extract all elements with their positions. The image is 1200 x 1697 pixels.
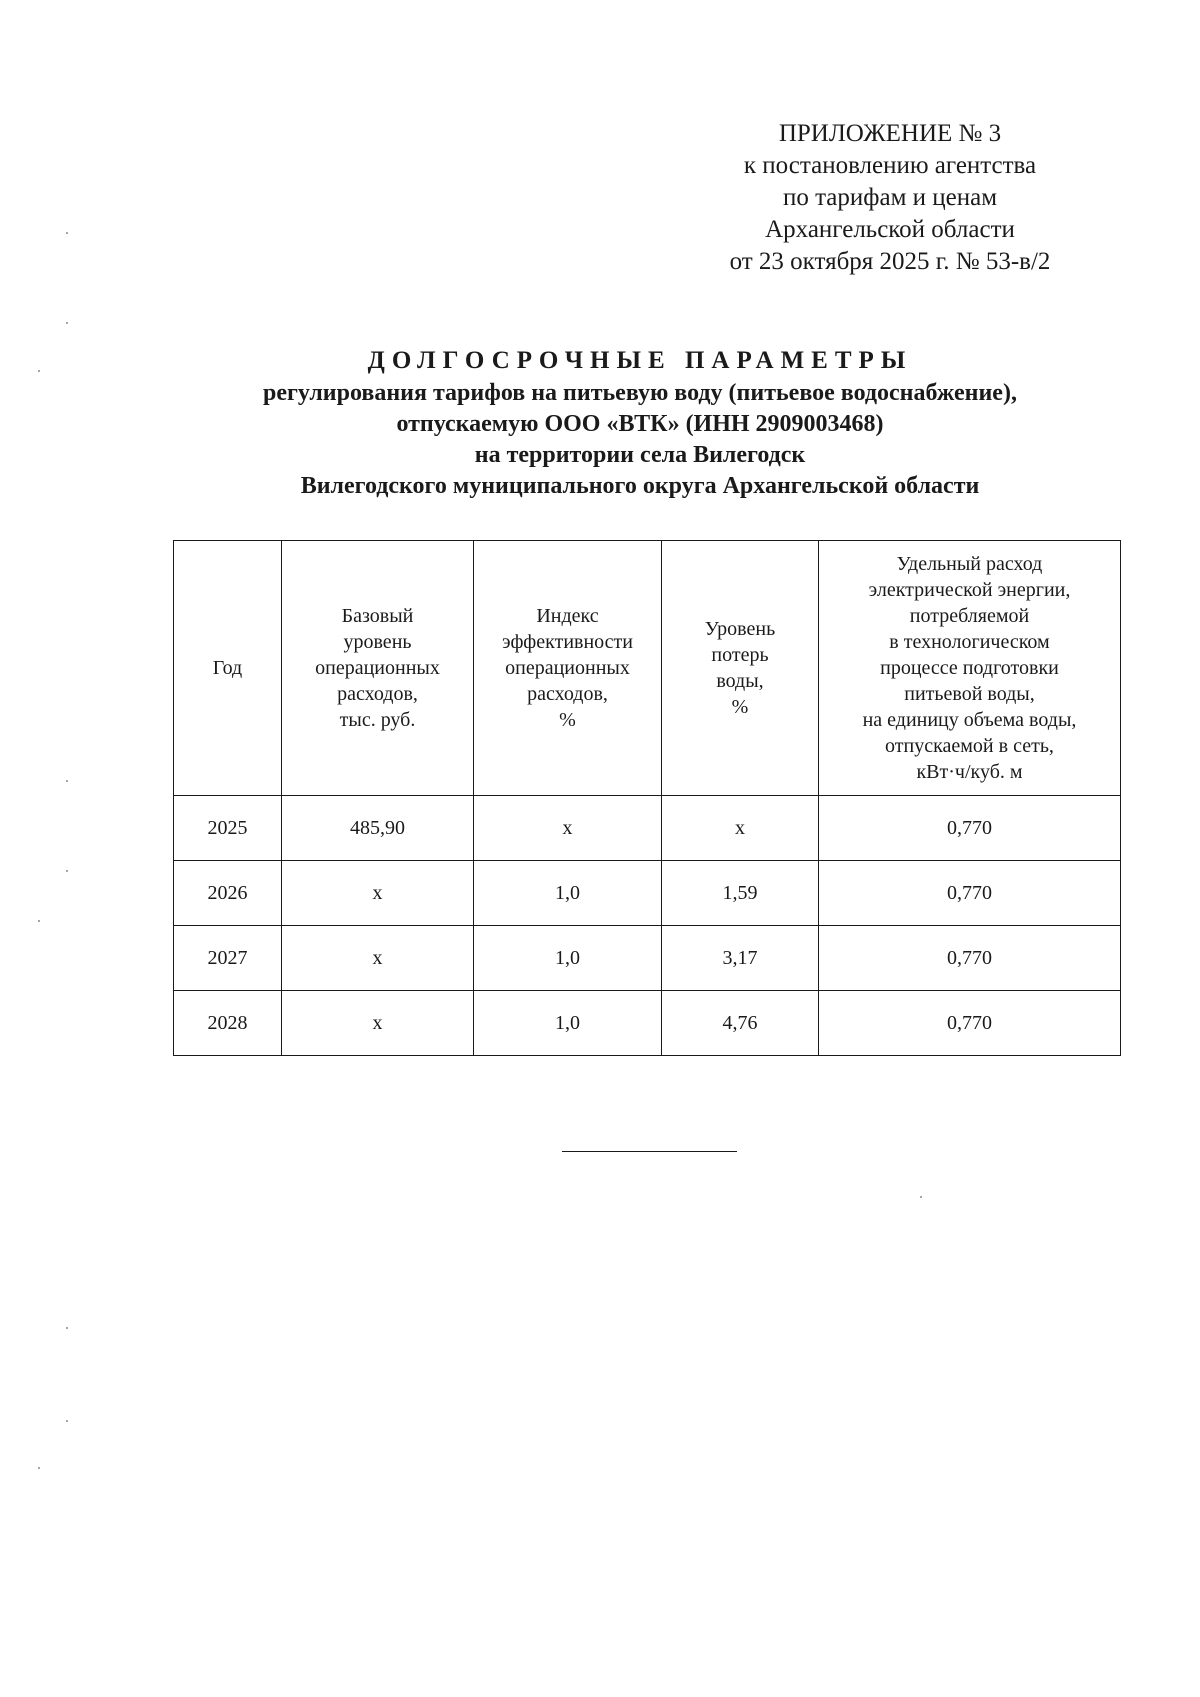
scan-speck <box>920 1196 922 1198</box>
header-water-losses <box>662 541 819 796</box>
cell-water-losses: х <box>662 796 819 861</box>
annex-block <box>690 118 1090 278</box>
title-line-3: на территории села Вилегодск <box>474 442 806 468</box>
scan-speck <box>38 920 40 922</box>
cell-energy-consumption: 0,770 <box>819 991 1121 1056</box>
header-efficiency-index <box>474 541 662 796</box>
header-line: потребляемой <box>909 605 1030 627</box>
cell-energy-consumption: 0,770 <box>819 861 1121 926</box>
cell-water-losses: 4,76 <box>662 991 819 1056</box>
table-header-row <box>174 541 1121 796</box>
annex-date: от 23 октября 2025 г. № 53-в/2 <box>729 248 1051 275</box>
cell-base-opex: х <box>282 861 474 926</box>
header-line: эффективности <box>501 631 633 653</box>
scan-speck <box>66 322 68 324</box>
annex-agency: по тарифам и ценам <box>782 184 998 211</box>
header-line: расходов, <box>527 683 608 705</box>
header-line: потерь <box>711 644 769 666</box>
table-row <box>174 861 1121 926</box>
header-line: тыс. руб. <box>339 709 416 731</box>
cell-energy-consumption: 0,770 <box>819 796 1121 861</box>
cell-efficiency-index: 1,0 <box>474 991 662 1056</box>
header-line: электрической энергии, <box>868 579 1071 601</box>
header-energy-consumption <box>819 541 1121 796</box>
table-row <box>174 926 1121 991</box>
cell-year: 2026 <box>174 861 282 926</box>
cell-efficiency-index: х <box>474 796 662 861</box>
annex-reference: к постановлению агентства <box>743 152 1037 179</box>
header-base-opex <box>282 541 474 796</box>
cell-energy-consumption: 0,770 <box>819 926 1121 991</box>
header-line: % <box>559 709 576 731</box>
title-line-2: отпускаемую ООО «ВТК» (ИНН 2909003468) <box>396 411 884 437</box>
scan-speck <box>66 870 68 872</box>
header-line: воды, <box>716 670 764 692</box>
cell-year: 2027 <box>174 926 282 991</box>
title-heading: ДОЛГОСРОЧНЫЕ ПАРАМЕТРЫ <box>367 347 913 374</box>
title-line-1: регулирования тарифов на питьевую воду (питьевое водоснабжение), <box>263 380 1017 406</box>
header-line: Год <box>212 657 243 679</box>
header-line: Уровень <box>704 618 776 640</box>
scan-speck <box>66 780 68 782</box>
scan-speck <box>66 1420 68 1422</box>
title-line-4: Вилегодского муниципального округа Архангельской области <box>300 473 980 499</box>
header-line: кВт·ч/куб. м <box>916 761 1023 783</box>
cell-efficiency-index: 1,0 <box>474 926 662 991</box>
header-line: % <box>731 696 749 718</box>
annex-number: ПРИЛОЖЕНИЕ № 3 <box>778 120 1002 147</box>
annex-region: Архангельской области <box>765 216 1015 243</box>
table-row <box>174 991 1121 1056</box>
header-line: операционных <box>315 657 440 679</box>
header-line: процессе подготовки <box>880 657 1059 679</box>
header-line: расходов, <box>337 683 418 705</box>
header-line: Удельный расход <box>896 553 1043 575</box>
cell-base-opex: х <box>282 991 474 1056</box>
document-title <box>150 344 1130 502</box>
cell-water-losses: 3,17 <box>662 926 819 991</box>
table-row <box>174 796 1121 861</box>
header-line: уровень <box>343 631 412 653</box>
scan-speck <box>38 370 40 372</box>
cell-water-losses: 1,59 <box>662 861 819 926</box>
cell-base-opex: х <box>282 926 474 991</box>
cell-base-opex: 485,90 <box>282 796 474 861</box>
scan-speck <box>66 1327 68 1329</box>
header-line: Индекс <box>536 605 599 627</box>
closing-rule <box>562 1151 737 1152</box>
scan-speck <box>66 232 68 234</box>
scan-speck <box>38 1467 40 1469</box>
header-line: в технологическом <box>889 631 1050 653</box>
parameters-table <box>173 540 1121 1056</box>
cell-year: 2025 <box>174 796 282 861</box>
header-year <box>174 541 282 796</box>
cell-efficiency-index: 1,0 <box>474 861 662 926</box>
cell-year: 2028 <box>174 991 282 1056</box>
header-line: питьевой воды, <box>904 683 1035 705</box>
header-line: операционных <box>505 657 630 679</box>
header-line: Базовый <box>341 605 414 627</box>
header-line: отпускаемой в сеть, <box>885 735 1054 757</box>
header-line: на единицу объема воды, <box>862 709 1077 731</box>
